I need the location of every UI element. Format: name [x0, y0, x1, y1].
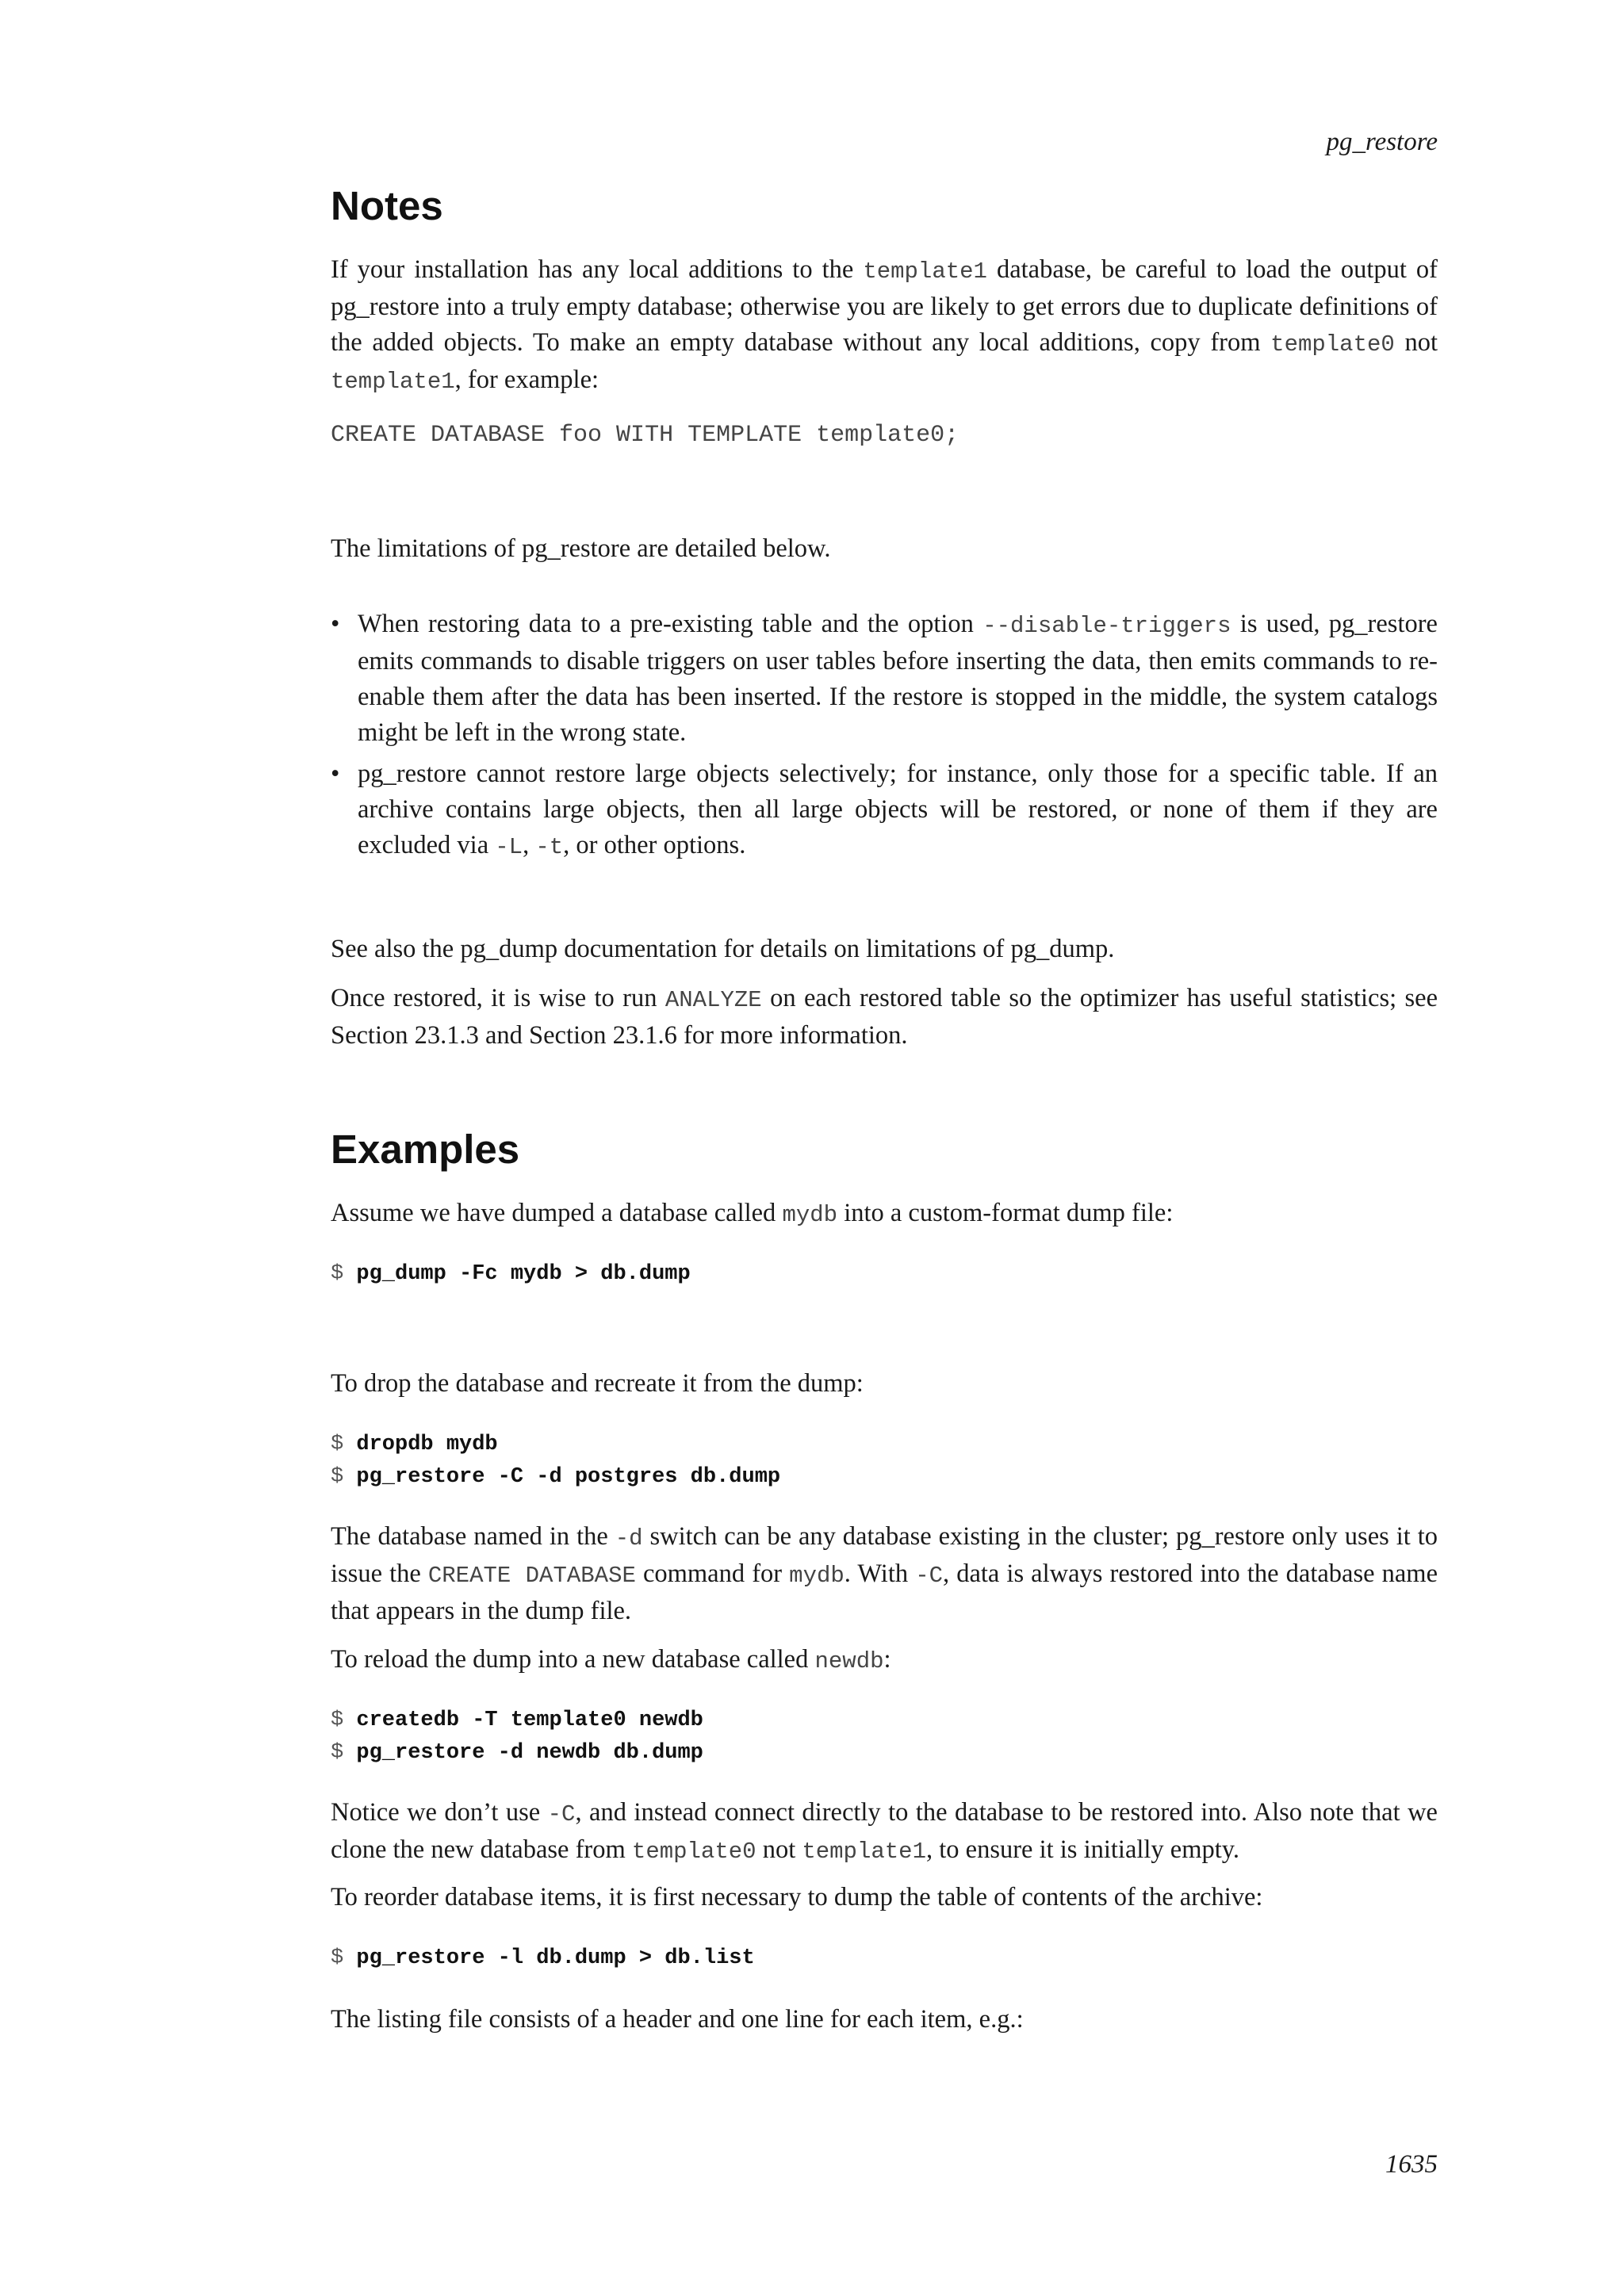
inline-code: --disable-triggers	[982, 613, 1231, 639]
inline-code: -L	[495, 834, 523, 860]
shell-prompt: $	[331, 1465, 357, 1489]
notes-paragraph-3: See also the pg_dump documentation for details on limitations of pg_dump.	[331, 935, 1115, 963]
running-header: pg_restore	[1326, 128, 1438, 156]
shell-prompt: $	[331, 1709, 357, 1732]
command-line: $ pg_restore -l db.dump > db.list	[331, 1946, 755, 1970]
shell-prompt: $	[331, 1946, 357, 1970]
inline-code: -t	[535, 834, 564, 860]
examples-paragraph-5: Notice we don’t use -C, and instead connect directly to the database to be restored into. Also note that we clone the new database from template0 not template1, to ensure it is initially empty.	[331, 1798, 1438, 1865]
command-line: $ pg_restore -C -d postgres db.dump	[331, 1465, 781, 1489]
shell-prompt: $	[331, 1433, 357, 1456]
notes-paragraph-4: Once restored, it is wise to run ANALYZE on each restored table so the optimizer has useful statistics; see Section 23.1.3 and Section 23.1.6 for more information.	[331, 984, 1438, 1050]
inline-code: -C	[915, 1563, 943, 1589]
list-item: • pg_restore cannot restore large objects selectively; for instance, only those for a specific table. If an archive contains large objects, then all large objects will be restored, or none of them if they are excluded via -L, -t, or other options.	[331, 756, 1438, 865]
examples-paragraph-4: To reload the dump into a new database called newdb:	[331, 1645, 891, 1674]
inline-code: template0	[1270, 331, 1395, 358]
limitations-list	[331, 607, 1438, 865]
notes-heading: Notes	[331, 183, 443, 228]
inline-code: mydb	[789, 1563, 845, 1589]
examples-paragraph-7: The listing file consists of a header and one line for each item, e.g.:	[331, 2005, 1024, 2034]
inline-code: template1	[802, 1839, 926, 1865]
inline-code: -d	[615, 1525, 643, 1552]
inline-code: template1	[863, 258, 987, 285]
inline-code: ANALYZE	[665, 987, 762, 1013]
inline-code: CREATE DATABASE	[427, 1563, 636, 1589]
command-line: $ pg_dump -Fc mydb > db.dump	[331, 1262, 691, 1286]
bullet-icon: •	[331, 760, 340, 788]
examples-heading: Examples	[331, 1127, 520, 1172]
notes-paragraph-1: If your installation has any local additions to the template1 database, be careful to load the output of pg_restore into a truly empty database; otherwise you are likely to get errors due to duplicate definitions of the added objects. To make an empty database without any local additions, copy from template0 not template1, for example:	[331, 255, 1438, 395]
inline-code: -C	[547, 1801, 576, 1827]
page-number: 1635	[1385, 2150, 1438, 2179]
command-line: $ createdb -T template0 newdb	[331, 1709, 703, 1732]
command-line: $ pg_restore -d newdb db.dump	[331, 1741, 703, 1765]
examples-paragraph-2: To drop the database and recreate it from the dump:	[331, 1369, 864, 1398]
examples-paragraph-6: To reorder database items, it is first necessary to dump the table of contents of the archive:	[331, 1883, 1263, 1911]
inline-code: template0	[631, 1839, 756, 1865]
notes-paragraph-2: The limitations of pg_restore are detailed below.	[331, 534, 831, 563]
inline-code: newdb	[814, 1648, 884, 1674]
code-create-database: CREATE DATABASE foo WITH TEMPLATE template0;	[331, 422, 959, 449]
inline-code: template1	[331, 369, 455, 395]
shell-prompt: $	[331, 1262, 357, 1286]
command-line: $ dropdb mydb	[331, 1433, 498, 1456]
examples-paragraph-3: The database named in the -d switch can be any database existing in the cluster; pg_restore only uses it to issue the CREATE DATABASE command for mydb. With -C, data is always restored into the database name that appears in the dump file.	[331, 1522, 1438, 1625]
inline-code: mydb	[782, 1202, 838, 1228]
shell-prompt: $	[331, 1741, 357, 1765]
bullet-icon: •	[331, 610, 340, 638]
list-item: • When restoring data to a pre-existing table and the option --disable-triggers is used, pg_restore emits commands to disable triggers on user tables before inserting the data, then emits commands to re-enable them after the data has been inserted. If the restore is stopped in the middle, the system catalogs might be left in the wrong state.	[331, 607, 1438, 751]
examples-paragraph-1: Assume we have dumped a database called mydb into a custom-format dump file:	[331, 1199, 1174, 1228]
